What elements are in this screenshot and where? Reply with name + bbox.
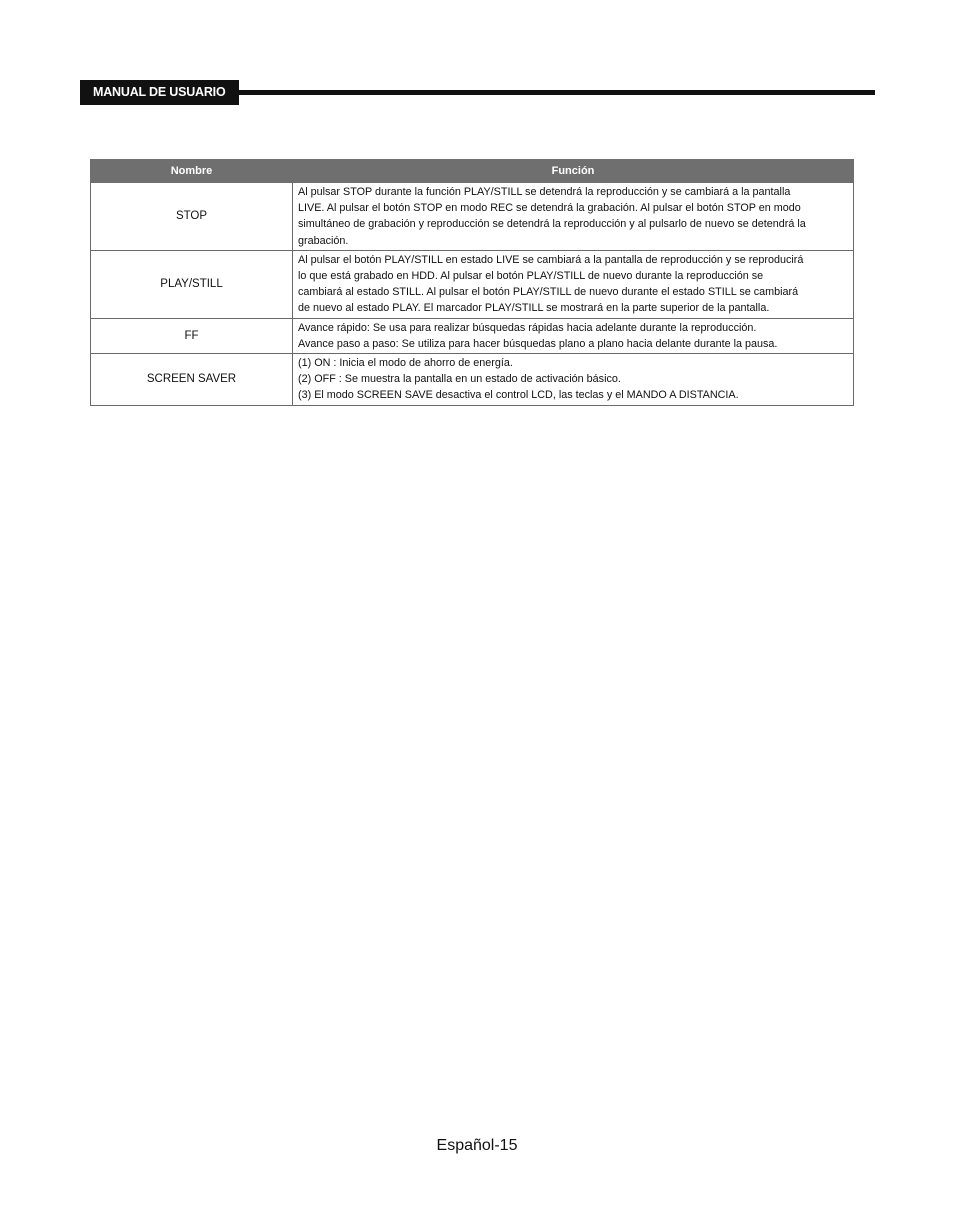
section-label: MANUAL DE USUARIO [80, 80, 239, 105]
table-header-row [91, 160, 854, 183]
row-function-play-still [293, 250, 854, 318]
function-line: Avance paso a paso: Se utiliza para hacer búsquedas plano a plano hacia delante durante la pausa. [298, 337, 778, 350]
row-function-ff [293, 318, 854, 353]
table-row [91, 354, 854, 406]
function-line: lo que está grabado en HDD. Al pulsar el botón PLAY/STILL de nuevo durante la reproducción se [298, 270, 764, 283]
function-line: (1) ON : Inicia el modo de ahorro de energía. [298, 357, 513, 370]
column-header-name: Nombre [91, 160, 293, 183]
column-header-function: Función [293, 160, 854, 183]
function-line: Al pulsar STOP durante la función PLAY/STILL se detendrá la reproducción y se cambiará a la pantalla [298, 186, 791, 198]
function-table [90, 159, 854, 406]
table-row [91, 183, 854, 251]
function-line: cambiará al estado STILL. Al pulsar el botón PLAY/STILL de nuevo durante el estado STILL se cambiará [298, 286, 799, 299]
table-row [91, 250, 854, 318]
row-function-screen-saver [293, 354, 854, 406]
function-line: Al pulsar el botón PLAY/STILL en estado LIVE se cambiará a la pantalla de reproducción y se reproducirá [298, 253, 804, 266]
function-line: LIVE. Al pulsar el botón STOP en modo REC se detendrá la grabación. Al pulsar el botón STOP en modo [298, 202, 801, 215]
page-number: Español-15 [436, 1137, 518, 1154]
row-function-stop [293, 183, 854, 251]
row-name-play-still: PLAY/STILL [91, 250, 293, 318]
row-name-screen-saver: SCREEN SAVER [91, 354, 293, 406]
function-line: grabación. [298, 234, 349, 247]
function-line: simultáneo de grabación y reproducción se detendrá la reproducción y al pulsarlo de nuevo se detendrá la [298, 218, 806, 231]
function-line: (3) El modo SCREEN SAVE desactiva el control LCD, las teclas y el MANDO A DISTANCIA. [298, 389, 739, 402]
table-row [91, 318, 854, 353]
row-name-ff: FF [91, 318, 293, 353]
row-name-stop: STOP [91, 183, 293, 251]
header-rule [239, 90, 875, 95]
page-footer [0, 1137, 954, 1155]
function-line: Avance rápido: Se usa para realizar búsquedas rápidas hacia adelante durante la reproducción. [298, 321, 757, 334]
function-line: (2) OFF : Se muestra la pantalla en un estado de activación básico. [298, 373, 621, 386]
function-line: de nuevo al estado PLAY. El marcador PLAY/STILL se mostrará en la parte superior de la pantalla. [298, 302, 770, 315]
